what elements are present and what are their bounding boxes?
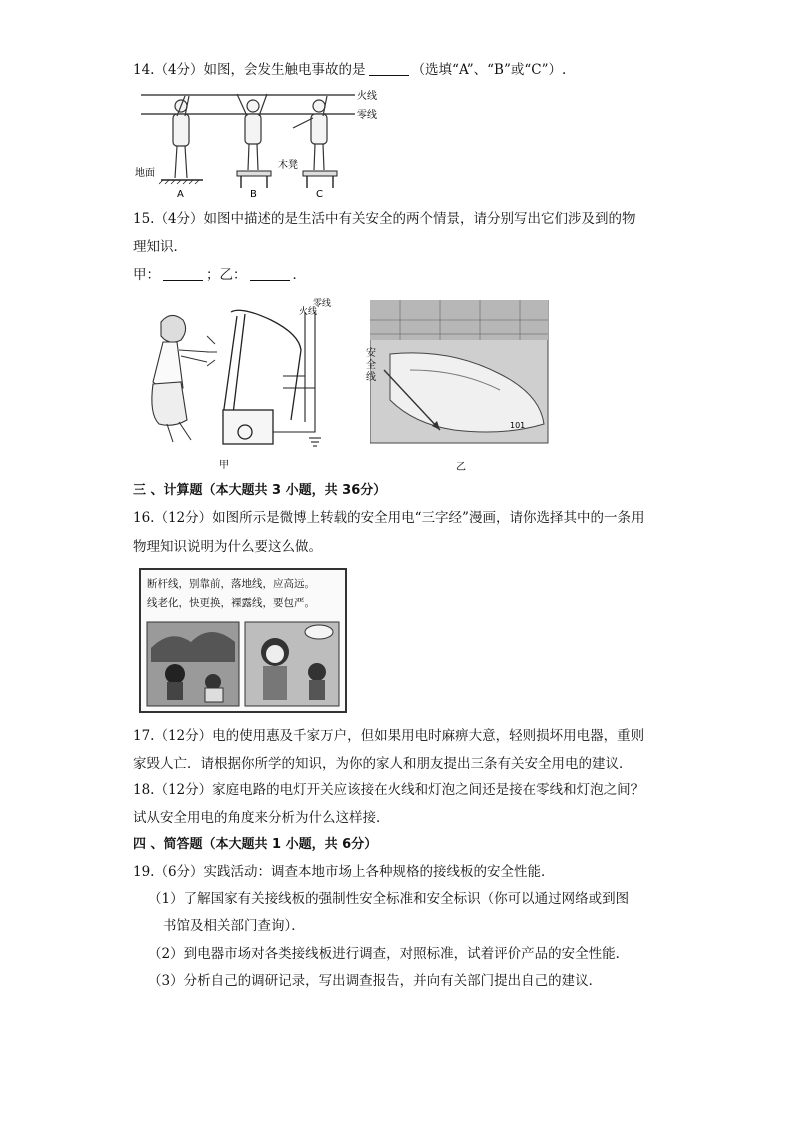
answer-blank-jia[interactable] — [163, 266, 203, 281]
neutral-wire-label: 零线 — [313, 299, 332, 309]
caption-jia: 甲 — [219, 460, 229, 471]
answer-blank[interactable] — [369, 61, 409, 76]
caption-yi: 乙 — [456, 462, 466, 473]
q16-line2: 物理知识说明为什么要这么做。 — [133, 539, 322, 555]
q17-line1: 17.（12分）电的使用惠及千家万户，但如果用电时麻痹大意，轻则损坏用电器，重则 — [133, 728, 645, 744]
live-wire-label: 火线 — [357, 91, 377, 102]
q19-line1: 19.（6分）实践活动：调查本地市场上各种规格的接线板的安全性能． — [133, 864, 555, 880]
q18-line1: 18.（12分）家庭电路的电灯开关应该接在火线和灯泡之间还是接在零线和灯泡之间？ — [133, 782, 645, 798]
comic-text-line1: 断杆线，别靠前，落地线，应高远。 — [147, 578, 315, 590]
neutral-wire-label: 零线 — [357, 110, 377, 121]
ground-label: 地面 — [135, 168, 155, 179]
q19-item1-line1: （1）了解国家有关接线板的强制性安全标准和安全标识（你可以通过网络或到图 — [148, 891, 630, 907]
figure-jia-washing-machine — [133, 292, 353, 480]
q15-line2: 理知识． — [133, 239, 187, 255]
q18-line2: 试从安全用电的角度来分析为什么这样接． — [133, 810, 390, 826]
figure-safety-comic — [139, 568, 347, 713]
train-number: 101 — [510, 421, 526, 430]
q19-item2: （2）到电器市场对各类接线板进行调查，对照标准，试着评价产品的安全性能． — [148, 946, 630, 962]
q17-line2: 家毁人亡．请根据你所学的知识，为你的家人和朋友提出三条有关安全用电的建议． — [133, 756, 633, 772]
label-a: A — [177, 189, 184, 200]
section-4-title: 四 、简答题（本大题共 1 小题，共 6分） — [133, 837, 378, 852]
q15-line1: 15.（4分）如图中描述的是生活中有关安全的两个情景，请分别写出它们涉及到的物 — [133, 211, 636, 227]
safety-line-label: 安全线 — [366, 348, 376, 383]
label-c: C — [316, 189, 323, 200]
live-wire-label: 火线 — [299, 307, 318, 317]
figure-electric-shock — [133, 84, 393, 208]
q19-item3: （3）分析自己的调研记录，写出调查报告，并向有关部门提出自己的建议． — [148, 973, 603, 989]
comic-text-line2: 线老化，快更换，裸露线，要包严。 — [147, 597, 315, 609]
figure-yi-train — [366, 300, 550, 484]
stool-label: 木凳 — [278, 160, 298, 171]
q14-stem: 14.（4分）如图，会发生触电事故的是 （选填“A”、“B”或“C”）. — [133, 62, 567, 78]
label-b: B — [250, 189, 257, 200]
section-3-title: 三 、计算题（本大题共 3 小题，共 36分） — [133, 483, 387, 498]
q15-answers: 甲： ；乙： ． — [133, 267, 306, 283]
answer-blank-yi[interactable] — [250, 266, 290, 281]
q19-item1-line2: 书馆及相关部门查询）． — [163, 918, 305, 934]
q16-line1: 16.（12分）如图所示是微博上转载的安全用电“三字经”漫画，请你选择其中的一条用 — [133, 510, 645, 526]
